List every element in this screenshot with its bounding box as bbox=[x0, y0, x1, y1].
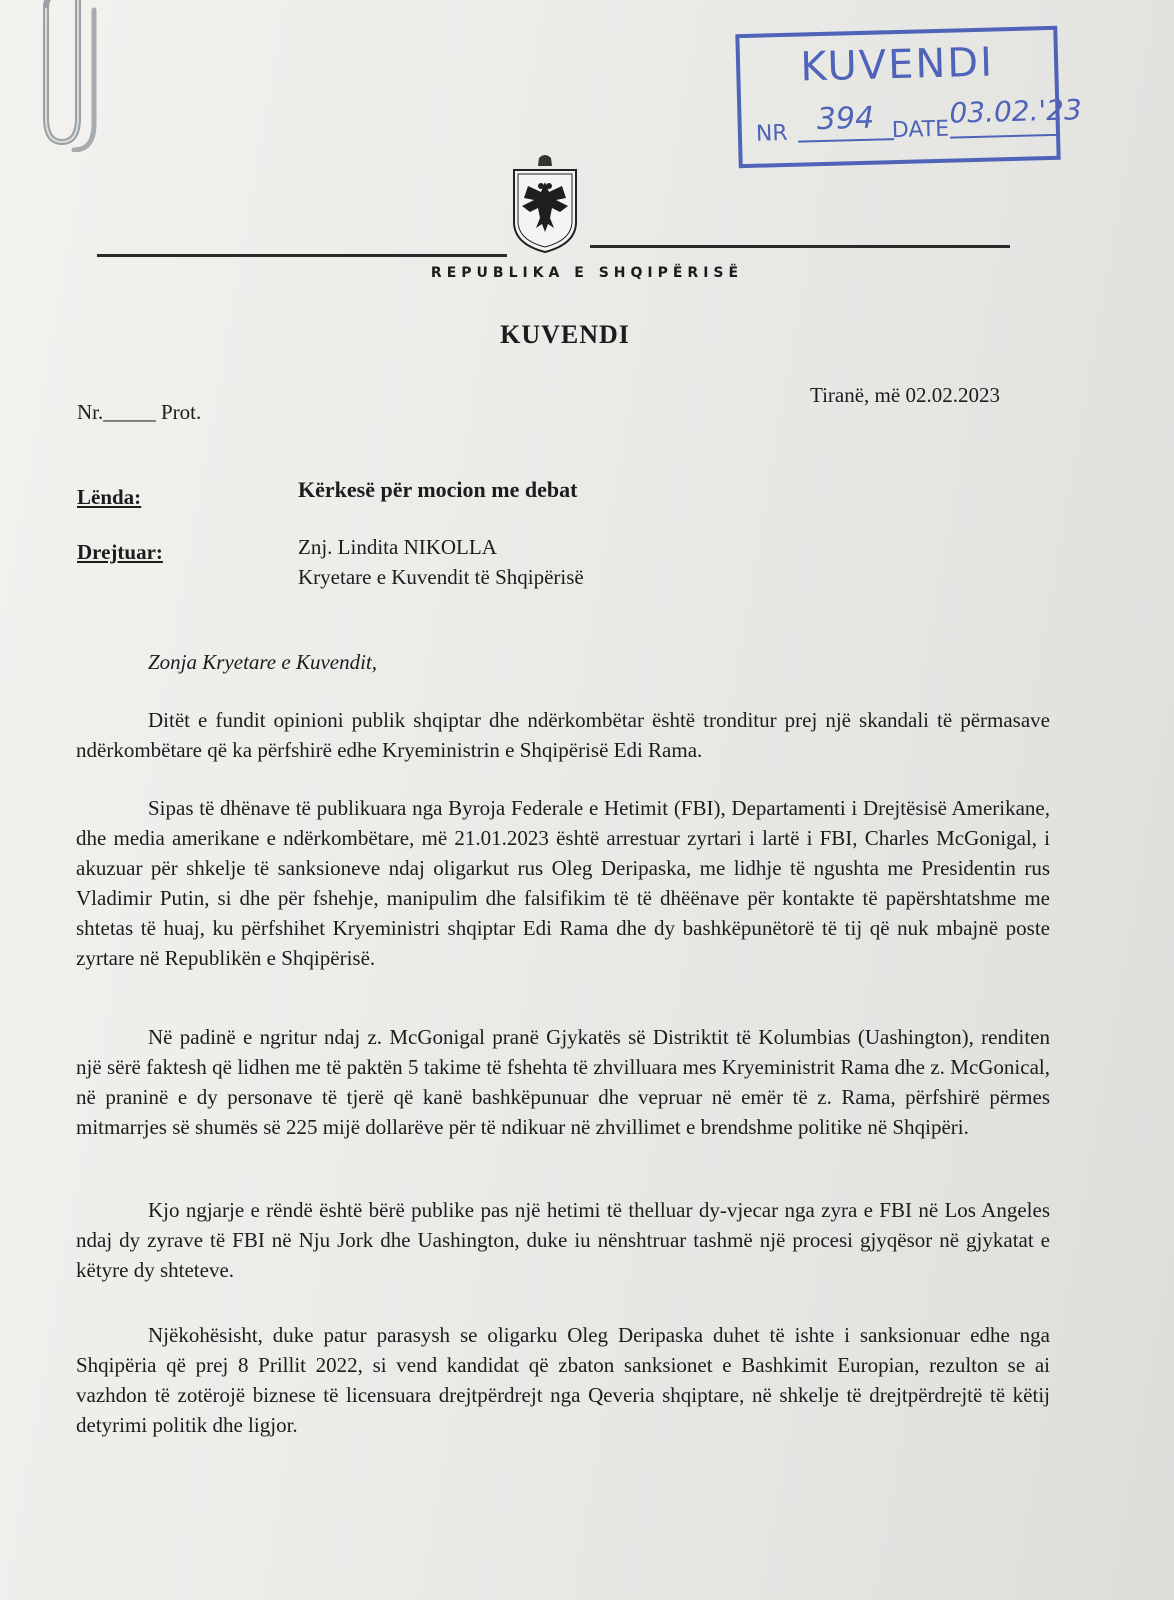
body-paragraph: Ditët e fundit opinioni publik shqiptar dhe ndërkombëtar është tronditur prej një skandali të përmasave ndërkombëtare që ka përfshirë edhe Kryeministrin e Shqipërisë Edi Rama. bbox=[76, 708, 1050, 762]
body-paragraph: Njëkohësisht, duke patur parasysh se oligarku Oleg Deripaska duhet të ishte i sanksionuar edhe nga Shqipëria që prej 8 Prillit 2022, si vend kandidat që zbaton sanksionet e Bashkimit Europian, rezulton se ai vazhdon të zotërojë biznese të licensuara drejtpërdrejt nga Qeveria shqiptare, në shkelje të drejtpërdrejtë të këtij detyrimi politik dhe ligjor. bbox=[76, 1323, 1050, 1437]
header-rule-right bbox=[590, 245, 1010, 248]
addressee-label: Drejtuar: bbox=[77, 540, 163, 564]
stamp-nr-value: 394 bbox=[797, 100, 894, 142]
salutation: Zonja Kryetare e Kuvendit, bbox=[148, 650, 378, 674]
body-paragraph: Sipas të dhënave të publikuara nga Byroja Federale e Hetimit (FBI), Departamenti i Drejtësisë Amerikane, dhe media amerikane e ndërkombëtare, më 21.01.2023 është arrestuar zyrtari i lartë i FBI, Charles McGonigal, i akuzuar për shkelje të sanksioneve ndaj oligarkut rus Oleg Deripaska, me lidhje të ngushta me Presidentin rus Vladimir Putin, si dhe për fshehje, manipulim dhe falsifikim të të dhëënave për kontakte të papërshtatshme me shtetas të huaj, ku përfshihet Kryeministri shqiptar Edi Rama dhe dy bashkëpunëtorë të tij që nuk mbajnë poste zyrtare në Republikën e Shqipërisë. bbox=[76, 796, 1050, 970]
body-paragraph: Kjo ngjarje e rëndë është bërë publike pas një hetimi të thelluar dy-vjecar nga zyra e FBI në Los Angeles ndaj dy zyrave të FBI në Nju Jork dhe Uashington, duke iu nënshtruar tashmë një procesi gjyqësor në gjykatat e këtyre dy shteteve. bbox=[76, 1198, 1050, 1282]
stamp-nr-label: NR bbox=[755, 120, 788, 147]
paperclip-icon bbox=[38, 0, 102, 152]
addressee-title: Kryetare e Kuvendit të Shqipërisë bbox=[298, 565, 584, 589]
country-name: REPUBLIKA E SHQIPËRISË bbox=[430, 265, 744, 281]
addressee-name: Znj. Lindita NIKOLLA bbox=[298, 535, 497, 559]
institution-name: KUVENDI bbox=[500, 320, 630, 349]
subject-label: Lënda: bbox=[77, 485, 142, 509]
protocol-number: Nr._____ Prot. bbox=[77, 400, 202, 424]
registry-stamp bbox=[735, 26, 1083, 168]
body-paragraph: Në padinë e ngritur ndaj z. McGonigal pranë Gjykatës së Distriktit të Kolumbias (Uashington), renditen një sërë faktesh që lidhen me të paktën 5 takime të fshehta të zhvilluara mes Kryeministrit Rama dhe z. McGonical, në praninë e dy personave të tjerë që kanë bashkëpunuar dhe vepruar në emër të z. Rama, përfshirë përmes mitmarrjes së shumës së 225 mijë dollarëve për të ndikuar në zhvillimet e brendshme politike në Shqipëri. bbox=[76, 1025, 1050, 1139]
place-date: Tiranë, më 02.02.2023 bbox=[810, 383, 1000, 407]
header-rule-left bbox=[97, 254, 507, 257]
stamp-title: KUVENDI bbox=[799, 39, 995, 91]
stamp-date-label: DATE bbox=[891, 116, 950, 144]
stamp-date-value: 03.02.'23 bbox=[949, 94, 1058, 139]
subject-value: Kërkesë për mocion me debat bbox=[298, 477, 578, 502]
albanian-eagle-emblem-icon bbox=[510, 152, 580, 254]
